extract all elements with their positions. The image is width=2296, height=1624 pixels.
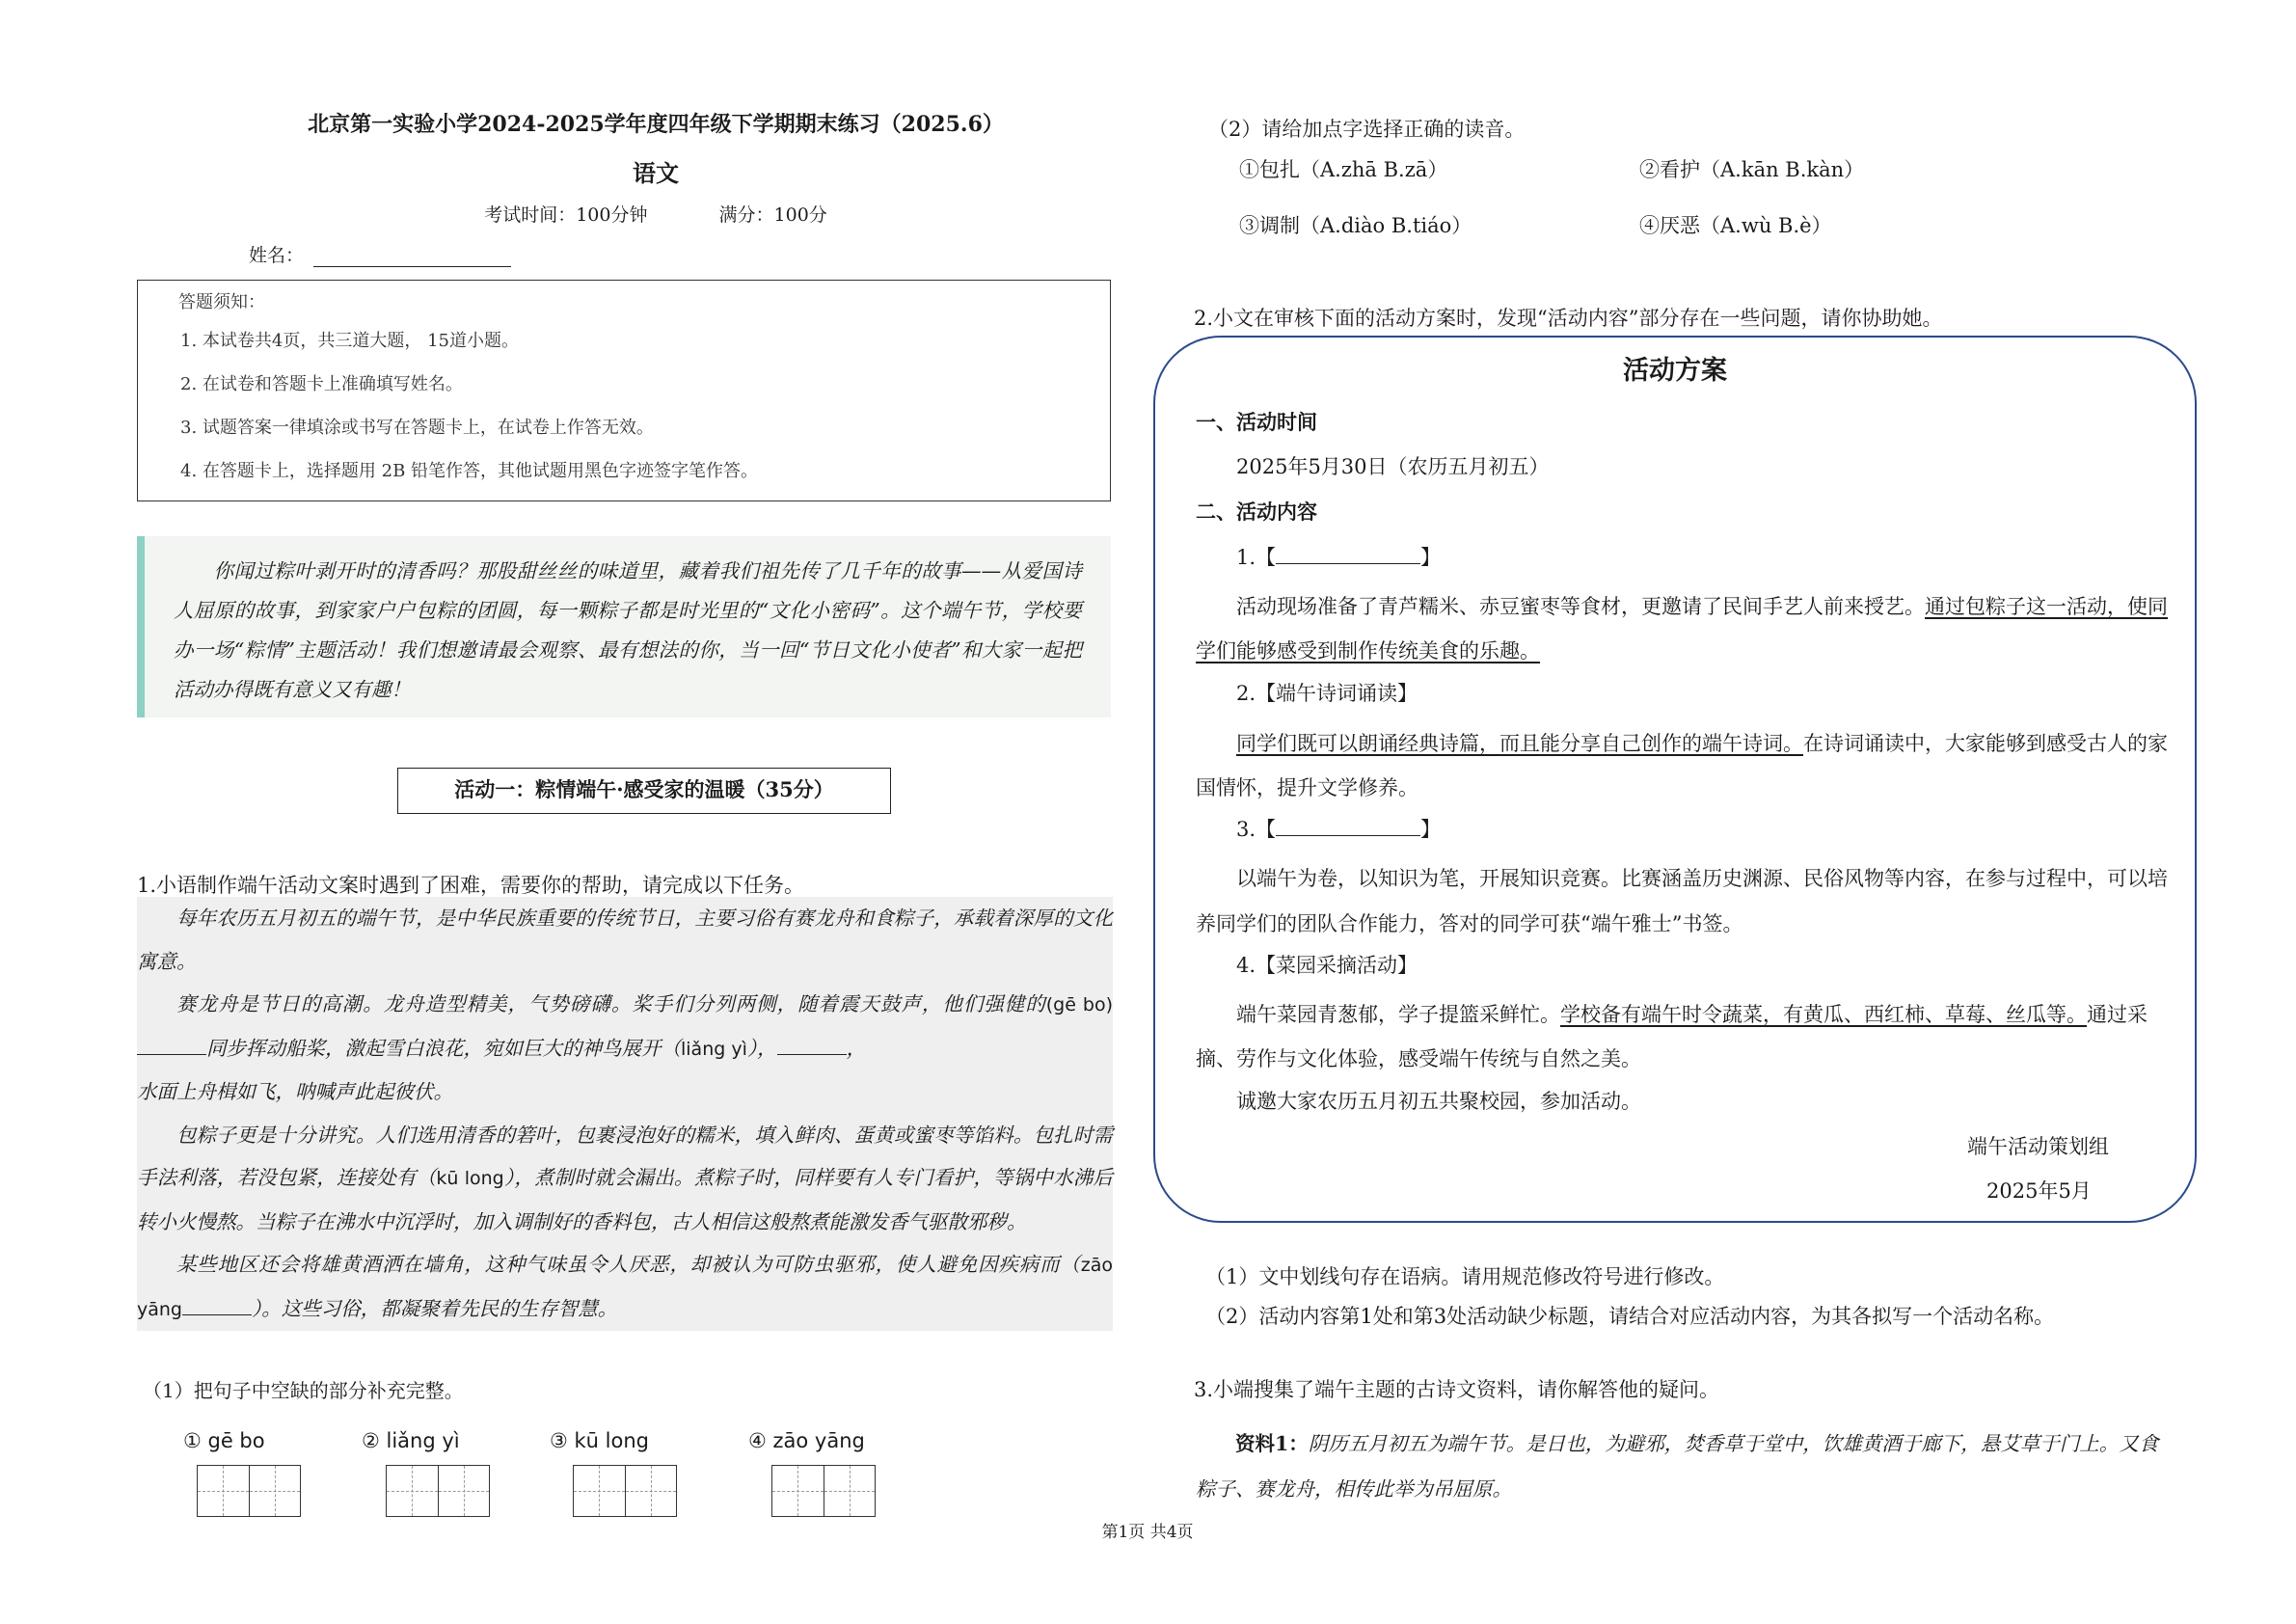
question-2-1: （1）文中划线句存在语病。请用规范修改符号进行修改。 xyxy=(1205,1265,1725,1288)
subject-title: 语文 xyxy=(633,159,679,187)
answer-blank[interactable] xyxy=(1276,818,1420,836)
page-title: 北京第一实验小学2024-2025学年度四年级下学期期末练习（2025.6） xyxy=(308,112,1004,137)
underlined-sentence: 同学们既可以朗诵经典诗篇，而且能分享自己创作的端午诗词。 xyxy=(1236,732,1803,755)
answer-blank[interactable] xyxy=(1276,546,1420,564)
notice-item: 2. 在试卷和答题卡上准确填写姓名。 xyxy=(180,374,463,394)
plan-date: 2025年5月30日（农历五月初五） xyxy=(1236,455,1550,478)
passage-paragraph: 赛龙舟是节日的高潮。龙舟造型精美，气势磅礴。桨手们分列两侧，随着震天鼓声，他们强健的(gē bo)同步挥动船桨，激起雪白浪花，宛如巨大的神鸟展开（liǎng yì）， ， 水面上舟楫如飞，呐喊声此起彼伏。 xyxy=(137,992,1113,1103)
reading-option: ②看护（A.kān B.kàn） xyxy=(1639,158,1865,181)
underlined-sentence: 学校备有端午时令蔬菜，有黄瓜、西红柿、草莓、丝瓜等。 xyxy=(1560,1003,2087,1026)
underlined-sentence: 通过包粽子这一活动，使同学们能够感受到制作传统美食的乐趣。 xyxy=(1196,595,2168,663)
plan-item-2-text: 同学们既可以朗诵经典诗篇，而且能分享自己创作的端午诗词。在诗词诵读中，大家能够到感受古人的家国情怀，提升文学修养。 xyxy=(1196,732,2168,799)
plan-item-1-text: 活动现场准备了青芦糯米、赤豆蜜枣等食材，更邀请了民间手艺人前来授艺。通过包粽子这一活动，使同学们能够感受到制作传统美食的乐趣。 xyxy=(1196,595,2168,663)
name-field[interactable] xyxy=(313,247,511,267)
plan-item-4-title: 4.【菜园采摘活动】 xyxy=(1236,954,1418,977)
reading-passage xyxy=(137,897,1113,1331)
plan-title: 活动方案 xyxy=(1623,356,1727,386)
page-footer: 第1页 共4页 xyxy=(1101,1523,1194,1542)
plan-section-content: 二、活动内容 xyxy=(1196,500,1317,524)
notice-item: 1. 本试卷共4页，共三道大题， 15道小题。 xyxy=(180,331,519,351)
plan-item-1-title: 1.【 】 xyxy=(1236,546,1442,569)
intro-text: 你闻过粽叶剥开时的清香吗？那股甜丝丝的味道里，藏着我们祖先传了几千年的故事——从爱国诗人屈原的故事，到家家户户包粽的团圆，每一颗粽子都是时光里的“文化小密码”。这个端午节，学校要办一场“粽情”主题活动！我们想邀请最会观察、最有想法的你，当一回“节日文化小使者”和大家一起把活动办得既有意义又有趣！ xyxy=(174,559,1082,701)
name-row xyxy=(249,241,511,267)
intro-callout xyxy=(137,536,1111,717)
activity-one-heading: 活动一：粽情端午·感受家的温暖（35分） xyxy=(397,768,891,814)
plan-signature: 端午活动策划组 xyxy=(1967,1135,2109,1158)
plan-item-4-text: 端午菜园青葱郁，学子提篮采鲜忙。学校备有端午时令蔬菜，有黄瓜、西红柿、草莓、丝瓜等。通过采摘、劳作与文化体验，感受端午传统与自然之美。 xyxy=(1196,1003,2147,1070)
plan-item-3-title: 3.【 】 xyxy=(1236,818,1442,841)
plan-section-time: 一、活动时间 xyxy=(1196,410,1317,434)
plan-item-3-text: 以端午为卷，以知识为笔，开展知识竞赛。比赛涵盖历史渊源、民俗风物等内容，在参与过程中，可以培养同学们的团队合作能力，答对的同学可获“端午雅士”书签。 xyxy=(1196,867,2168,935)
answer-blank[interactable] xyxy=(137,1035,206,1055)
pinyin-prompt: (gē bo) xyxy=(1045,994,1113,1015)
passage-paragraph: 包粽子更是十分讲究。人们选用清香的箬叶，包裹浸泡好的糯米，填入鲜肉、蛋黄或蜜枣等馅料。包扎时需手法利落，若没包紧，连接处有（kū long），煮制时就会漏出。煮粽子时，同样要有人专门看护，等锅中水沸后转小火慢熬。当粽子在沸水中沉浮时，加入调制好的香料包，古人相信这般熬煮能激发香气驱散邪秽。 xyxy=(137,1123,1114,1233)
notice-item: 4. 在答题卡上，选择题用 2B 铅笔作答，其他试题用黑色字迹签字笔作答。 xyxy=(180,461,759,481)
writing-grid[interactable] xyxy=(197,1465,301,1517)
plan-item-2-title: 2.【端午诗词诵读】 xyxy=(1236,682,1418,705)
answer-blank[interactable] xyxy=(777,1035,847,1055)
exam-time: 考试时间：100分钟 xyxy=(484,204,648,226)
notice-box xyxy=(137,280,1111,501)
reading-option: ③调制（A.diào B.tiáo） xyxy=(1239,214,1472,237)
reading-option: ①包扎（A.zhā B.zā） xyxy=(1239,158,1448,181)
writing-grid[interactable] xyxy=(386,1465,490,1517)
question-3-prompt: 3.小端搜集了端午主题的古诗文资料，请你解答他的疑问。 xyxy=(1194,1378,1720,1401)
passage-paragraph: 某些地区还会将雄黄酒洒在墙角，这种气味虽令人厌恶，却被认为可防虫驱邪，使人避免因疾病而（zāo yāng ）。这些习俗，都凝聚着先民的生存智慧。 xyxy=(137,1253,1113,1320)
pinyin-prompt: liǎng yì xyxy=(681,1038,747,1060)
exam-meta xyxy=(135,201,1176,227)
name-label: 姓名： xyxy=(249,245,305,266)
pinyin-item: ① gē bo xyxy=(183,1429,265,1452)
writing-grid[interactable] xyxy=(573,1465,677,1517)
question-1-2: （2）请给加点字选择正确的读音。 xyxy=(1208,118,1526,141)
pinyin-item: ④ zāo yāng xyxy=(748,1429,865,1452)
writing-grid[interactable] xyxy=(771,1465,876,1517)
resource-1-text: 阴历五月初五为端午节。是日也，为避邪，焚香草于堂中，饮雄黄酒于廊下，悬艾草于门上。又食粽子、赛龙舟，相传此举为吊屈原。 xyxy=(1196,1432,2159,1501)
pinyin-prompt: zāo yāng xyxy=(137,1255,1113,1320)
question-1-1: （1）把句子中空缺的部分补充完整。 xyxy=(143,1379,464,1402)
plan-invite: 诚邀大家农历五月初五共聚校园，参加活动。 xyxy=(1236,1090,1641,1113)
full-score: 满分：100分 xyxy=(718,204,827,226)
pinyin-item: ② liǎng yì xyxy=(362,1429,460,1452)
question-2-subitems xyxy=(1205,1258,2054,1337)
resource-1 xyxy=(1196,1421,2172,1512)
reading-option: ④厌恶（A.wù B.è） xyxy=(1639,214,1832,237)
plan-sign-date: 2025年5月 xyxy=(1986,1179,2092,1203)
question-2-prompt: 2.小文在审核下面的活动方案时，发现“活动内容”部分存在一些问题，请你协助她。 xyxy=(1194,307,1943,330)
notice-item: 3. 试题答案一律填涂或书写在答题卡上，在试卷上作答无效。 xyxy=(180,418,654,438)
question-1-prompt: 1.小语制作端午活动文案时遇到了困难，需要你的帮助，请完成以下任务。 xyxy=(137,874,805,897)
resource-1-label: 资料1： xyxy=(1235,1432,1309,1455)
question-2-2: （2）活动内容第1处和第3处活动缺少标题，请结合对应活动内容，为其各拟写一个活动名称。 xyxy=(1205,1305,2055,1328)
answer-blank[interactable] xyxy=(182,1295,252,1315)
passage-paragraph: 每年农历五月初五的端午节，是中华民族重要的传统节日，主要习俗有赛龙舟和食粽子，承载着深厚的文化寓意。 xyxy=(137,907,1113,973)
notice-heading: 答题须知： xyxy=(178,292,265,312)
pinyin-item: ③ kū long xyxy=(550,1429,649,1452)
pinyin-prompt: kū long xyxy=(436,1168,504,1189)
